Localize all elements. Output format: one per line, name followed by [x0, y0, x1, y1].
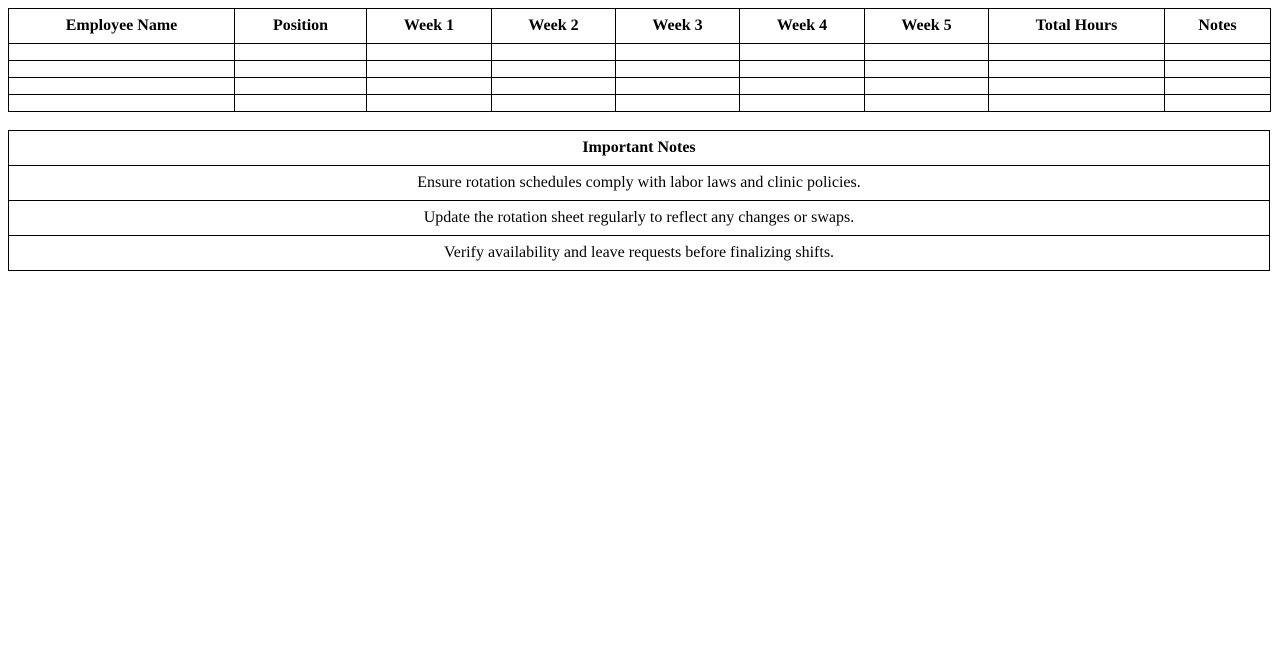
table-cell[interactable]	[989, 95, 1165, 112]
page-content	[8, 8, 1270, 271]
note-item: Ensure rotation schedules comply with labor laws and clinic policies.	[9, 166, 1270, 201]
table-cell[interactable]	[235, 61, 367, 78]
header-employee-name: Employee Name	[9, 9, 235, 44]
notes-title: Important Notes	[9, 131, 1270, 166]
header-row	[9, 9, 1271, 44]
table-cell[interactable]	[740, 61, 865, 78]
table-cell[interactable]	[989, 61, 1165, 78]
table-cell[interactable]	[367, 44, 492, 61]
table-row	[9, 44, 1271, 61]
note-item: Verify availability and leave requests before finalizing shifts.	[9, 236, 1270, 271]
notes-row	[9, 236, 1270, 271]
header-week-5: Week 5	[865, 9, 989, 44]
table-row	[9, 61, 1271, 78]
header-notes: Notes	[1165, 9, 1271, 44]
table-cell[interactable]	[1165, 61, 1271, 78]
header-week-4: Week 4	[740, 9, 865, 44]
table-cell[interactable]	[492, 44, 616, 61]
table-cell[interactable]	[740, 44, 865, 61]
table-cell[interactable]	[1165, 78, 1271, 95]
table-cell[interactable]	[9, 95, 235, 112]
header-position: Position	[235, 9, 367, 44]
table-cell[interactable]	[492, 61, 616, 78]
note-item: Update the rotation sheet regularly to reflect any changes or swaps.	[9, 201, 1270, 236]
table-cell[interactable]	[9, 44, 235, 61]
header-week-2: Week 2	[492, 9, 616, 44]
table-cell[interactable]	[367, 95, 492, 112]
table-cell[interactable]	[616, 78, 740, 95]
table-row	[9, 95, 1271, 112]
table-cell[interactable]	[367, 61, 492, 78]
header-total-hours: Total Hours	[989, 9, 1165, 44]
table-cell[interactable]	[740, 95, 865, 112]
table-row	[9, 78, 1271, 95]
table-cell[interactable]	[865, 78, 989, 95]
table-cell[interactable]	[492, 95, 616, 112]
important-notes-table	[8, 130, 1270, 271]
table-cell[interactable]	[367, 78, 492, 95]
notes-header-row	[9, 131, 1270, 166]
table-cell[interactable]	[235, 78, 367, 95]
table-cell[interactable]	[235, 95, 367, 112]
table-cell[interactable]	[492, 78, 616, 95]
table-cell[interactable]	[989, 44, 1165, 61]
table-cell[interactable]	[1165, 95, 1271, 112]
table-cell[interactable]	[865, 95, 989, 112]
table-cell[interactable]	[1165, 44, 1271, 61]
notes-row	[9, 201, 1270, 236]
table-cell[interactable]	[9, 78, 235, 95]
table-cell[interactable]	[9, 61, 235, 78]
table-cell[interactable]	[235, 44, 367, 61]
header-week-3: Week 3	[616, 9, 740, 44]
header-week-1: Week 1	[367, 9, 492, 44]
table-cell[interactable]	[740, 78, 865, 95]
table-cell[interactable]	[865, 61, 989, 78]
table-cell[interactable]	[616, 61, 740, 78]
table-cell[interactable]	[989, 78, 1165, 95]
notes-row	[9, 166, 1270, 201]
table-cell[interactable]	[616, 95, 740, 112]
rotation-table	[8, 8, 1271, 112]
table-cell[interactable]	[616, 44, 740, 61]
table-cell[interactable]	[865, 44, 989, 61]
